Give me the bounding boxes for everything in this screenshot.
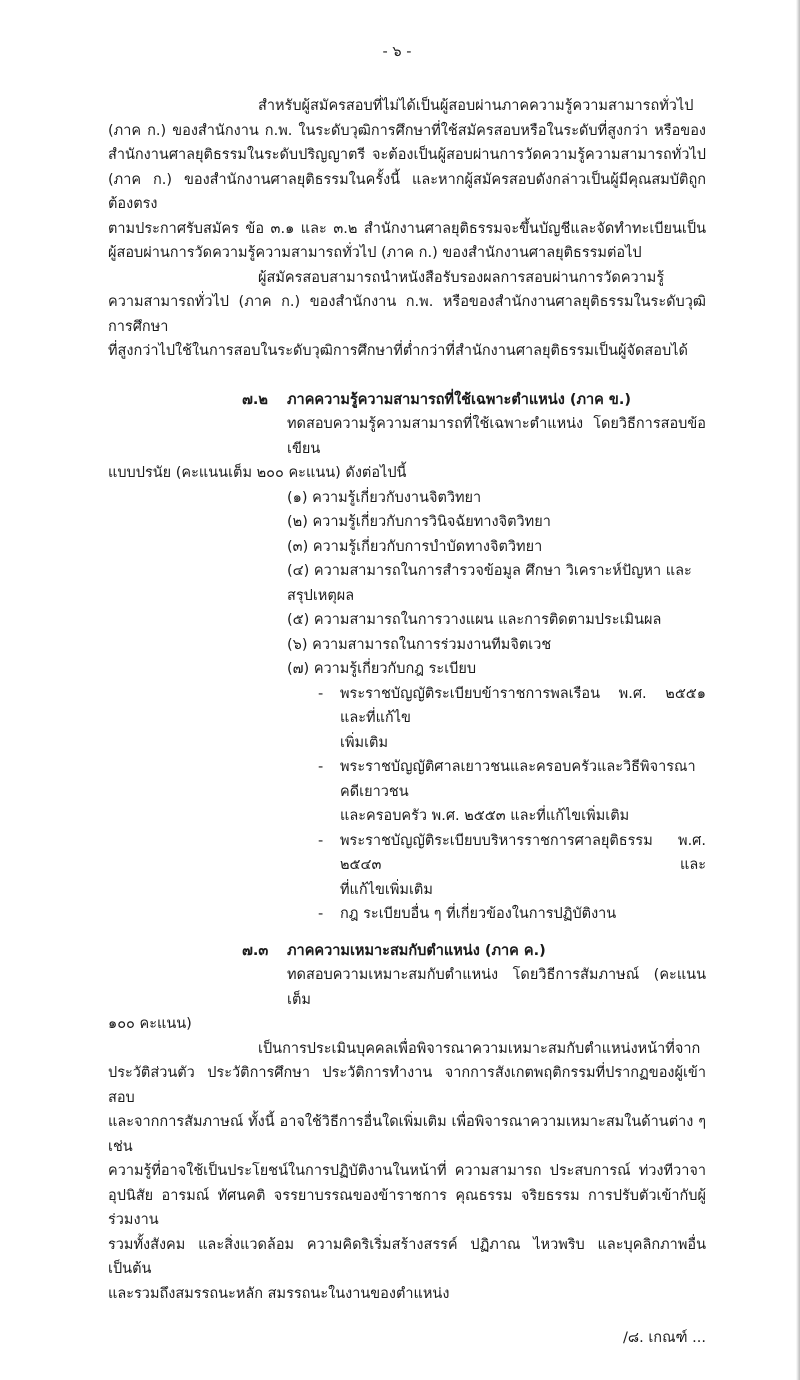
paragraph-line: ๑๐๐ คะแนน) xyxy=(108,1016,192,1032)
bullet-item-line: เพิ่มเติม xyxy=(340,734,389,751)
paragraph-line: ความรู้ที่อาจใช้เป็นประโยชน์ในการปฏิบัติงานในหน้าที่ ความสามารถ ประสบการณ์ ท่วงทีวาจา xyxy=(108,1163,706,1179)
section-72-heading xyxy=(108,388,706,413)
section-heading: ภาคความรู้ความสามารถที่ใช้เฉพาะตำแหน่ง (ภาค ข.) xyxy=(287,391,631,408)
bullet-item-line: และครอบครัว พ.ศ. ๒๕๕๓ และที่แก้ไขเพิ่มเติม xyxy=(340,808,630,824)
continuation-marker: /๘. เกณฑ์ ... xyxy=(623,1330,706,1346)
bullet-item xyxy=(108,755,706,829)
paragraph-certificate xyxy=(108,266,706,364)
list-item: (๖) ความสามารถในการร่วมงานทีมจิตเวช xyxy=(287,636,552,653)
paragraph-line: ความสามารถทั่วไป (ภาค ก.) ของสำนักงาน ก.พ. หรือของสำนักงานศาลยุติธรรมในระดับวุฒิการศึกษา xyxy=(108,294,706,335)
section-number: ๗.๒ xyxy=(242,391,268,408)
bullet-dash: - xyxy=(318,832,324,849)
law-list xyxy=(108,682,706,927)
list-item: (๕) ความสามารถในการวางแผน และการติดตามประเมินผล xyxy=(287,612,662,628)
paragraph-line: สำหรับผู้สมัครสอบที่ไม่ได้เป็นผู้สอบผ่านภาคความรู้ความสามารถทั่วไป xyxy=(258,98,694,114)
paragraph-line: (ภาค ก.) ของสำนักงาน ก.พ. ในระดับวุฒิการศึกษาที่ใช้สมัครสอบหรือในระดับที่สูงกว่า หรือของ xyxy=(108,122,706,139)
paragraph-eligibility xyxy=(108,94,706,266)
paragraph-interview xyxy=(108,1037,706,1307)
list-item: (๓) ความรู้เกี่ยวกับการบำบัดทางจิตวิทยา xyxy=(287,538,543,555)
paragraph-line: อุปนิสัย อารมณ์ ทัศนคติ จรรยาบรรณของข้าราชการ คุณธรรม จริยธรรม การปรับตัวเข้ากับผู้ร่วมงาน xyxy=(108,1187,706,1228)
bullet-item-line: ที่แก้ไขเพิ่มเติม xyxy=(340,881,433,898)
bullet-item-line: พระราชบัญญัติระเบียบบริหารราชการศาลยุติธรรม พ.ศ. ๒๕๔๓ และ xyxy=(340,832,706,873)
paragraph-line: ผู้สอบผ่านการวัดความรู้ความสามารถทั่วไป (ภาค ก.) ของสำนักงานศาลยุติธรรมต่อไป xyxy=(108,245,642,261)
subject-list xyxy=(108,486,706,682)
paragraph-line: ประวัติส่วนตัว ประวัติการศึกษา ประวัติการทำงาน จากการสังเกตพฤติกรรมที่ปรากฏของผู้เข้าสอบ xyxy=(108,1065,706,1106)
paragraph-line: แบบปรนัย (คะแนนเต็ม ๒๐๐ คะแนน) ดังต่อไปนี้ xyxy=(108,465,407,481)
list-item: (๗) ความรู้เกี่ยวกับกฎ ระเบียบ xyxy=(287,661,477,677)
bullet-dash: - xyxy=(318,906,324,922)
section-number: ๗.๓ xyxy=(242,942,269,959)
paragraph-line: ตามประกาศรับสมัคร ข้อ ๓.๑ และ ๓.๒ สำนักงานศาลยุติธรรมจะขึ้นบัญชีและจัดทำทะเบียนเป็น xyxy=(108,220,706,237)
paragraph-line: สำนักงานศาลยุติธรรมในระดับปริญญาตรี จะต้องเป็นผู้สอบผ่านการวัดความรู้ความสามารถทั่วไป xyxy=(108,147,706,163)
paragraph-line: ผู้สมัครสอบสามารถนำหนังสือรับรองผลการสอบผ่านการวัดความรู้ xyxy=(258,269,665,286)
paragraph-line: และรวมถึงสมรรถนะหลัก สมรรถนะในงานของตำแหน่ง xyxy=(108,1285,450,1302)
bullet-item xyxy=(108,829,706,903)
section-heading: ภาคความเหมาะสมกับตำแหน่ง (ภาค ค.) xyxy=(287,942,546,959)
bullet-item-line: กฎ ระเบียบอื่น ๆ ที่เกี่ยวข้องในการปฏิบัติงาน xyxy=(340,906,617,922)
list-item: (๔) ความสามารถในการสำรวจข้อมูล ศึกษา วิเคราะห์ปัญหา และสรุปเหตุผล xyxy=(287,563,692,604)
paragraph-line: (ภาค ก.) ของสำนักงานศาลยุติธรรมในครั้งนี้ และหากผู้สมัครสอบดังกล่าวเป็นผู้มีคุณสมบัติถูกต้องตรง xyxy=(108,171,706,212)
bullet-dash: - xyxy=(318,685,324,702)
paragraph-line: ทดสอบความรู้ความสามารถที่ใช้เฉพาะตำแหน่ง โดยวิธีการสอบข้อเขียน xyxy=(287,416,706,457)
page-number: - ๖ - xyxy=(382,44,412,60)
bullet-dash: - xyxy=(318,759,324,775)
section-73-heading xyxy=(108,939,706,964)
paragraph-line: ทดสอบความเหมาะสมกับตำแหน่ง โดยวิธีการสัมภาษณ์ (คะแนนเต็ม xyxy=(287,967,706,1008)
bullet-item xyxy=(108,902,706,927)
list-item: (๑) ความรู้เกี่ยวกับงานจิตวิทยา xyxy=(287,489,482,506)
bullet-item-line: พระราชบัญญัติระเบียบข้าราชการพลเรือน พ.ศ. ๒๕๕๑ และที่แก้ไข xyxy=(340,685,706,726)
paragraph-line: และจากการสัมภาษณ์ ทั้งนี้ อาจใช้วิธีการอื่นใดเพิ่มเติม เพื่อพิจารณาความเหมาะสมในด้านต่าง ๆ เช่น xyxy=(108,1114,706,1155)
list-item: (๒) ความรู้เกี่ยวกับการวินิจฉัยทางจิตวิทยา xyxy=(287,514,551,530)
paragraph-line: เป็นการประเมินบุคคลเพื่อพิจารณาความเหมาะสมกับตำแหน่งหน้าที่จาก xyxy=(258,1040,701,1057)
bullet-item-line: พระราชบัญญัติศาลเยาวชนและครอบครัวและวิธีพิจารณาคดีเยาวชน xyxy=(340,759,696,800)
paragraph-line: รวมทั้งสังคม และสิ่งแวดล้อม ความคิดริเริ่มสร้างสรรค์ ปฏิภาณ ไหวพริบ และบุคลิกภาพอื่น เป็นต้น xyxy=(108,1236,706,1277)
bullet-item xyxy=(108,682,706,756)
paragraph-line: ที่สูงกว่าไปใช้ในการสอบในระดับวุฒิการศึกษาที่ต่ำกว่าที่สำนักงานศาลยุติธรรมเป็นผู้จัดสอบได้ xyxy=(108,343,688,359)
